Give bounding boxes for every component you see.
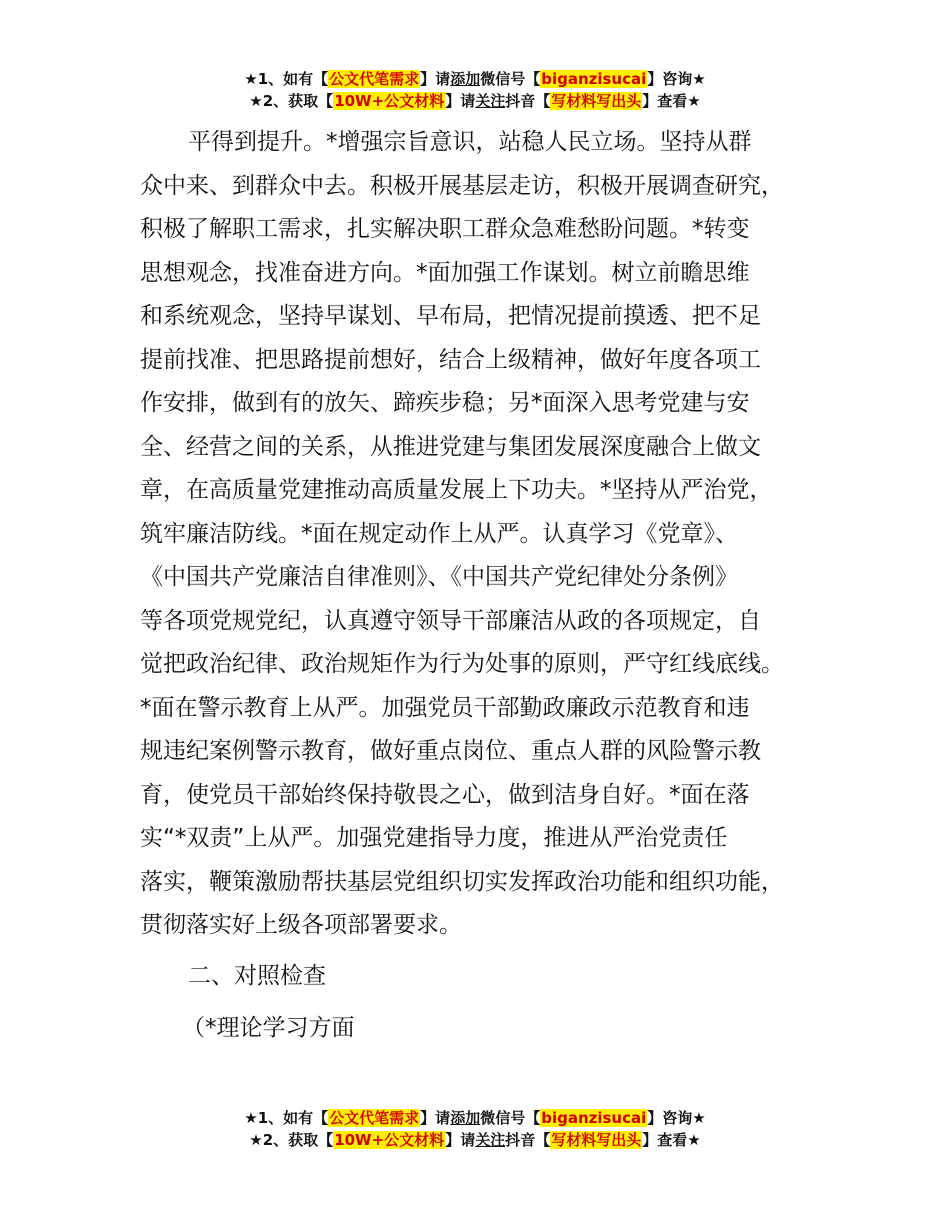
banner-text: ★1、如有【 [244,70,329,88]
banner-line-2 [0,1129,950,1151]
banner-line-2 [0,90,950,112]
body-line: 和系统观念，坚持早谋划、早布局，把情况提前摸透、把不足 [140,303,761,329]
banner-text: ★2、获取【 [249,92,334,110]
body-line: 贯彻落实好上级各项部署要求。 [140,912,462,938]
banner-underlined-text: 关注 [475,92,506,110]
banner-text: 】咨询★ [647,1109,706,1127]
subsection-heading: （*理论学习方面 [182,1015,355,1041]
banner-highlight: 写材料写出头 [551,92,642,110]
banner-text: 】请 [445,92,476,110]
body-line: 等各项党规党纪，认真遵守领导干部廉洁从政的各项规定，自 [140,607,761,634]
body-line: 众中来、到群众中去。积极开展基层走访，积极开展调查研究， [140,172,784,199]
banner-highlight: biganzisucai [541,1109,647,1127]
banner-underlined-text: 关注 [475,1131,506,1149]
banner-text: ★1、如有【 [244,1109,329,1127]
banner-text: 抖音【 [505,92,551,110]
body-line: *面在警示教育上从严。加强党员干部勤政廉政示范教育和违 [140,694,750,721]
body-line: 思想观念，找准奋进方向。*面加强工作谋划。树立前瞻思维 [140,259,750,286]
banner-underlined-text: 添加 [450,1109,481,1127]
banner-highlight: 10W+公文材料 [334,1131,445,1149]
header-banner [0,68,950,112]
banner-line-1 [0,68,950,90]
body-line: 《中国共产党廉洁自律准则》、《中国共产党纪律处分条例》 [140,564,738,590]
banner-text: 】请 [445,1131,476,1149]
body-line: 筑牢廉洁防线。*面在规定动作上从严。认真学习《党章》、 [140,520,738,547]
body-line: 章，在高质量党建推动高质量发展上下功夫。*坚持从严治党， [140,477,773,503]
body-line: 规违纪案例警示教育，做好重点岗位、重点人群的风险警示教 [140,738,761,764]
banner-text: 微信号【 [480,70,541,88]
banner-highlight: 公文代笔需求 [329,1109,420,1127]
body-line: 作安排，做到有的放矢、蹄疾步稳；另*面深入思考党建与安 [140,390,750,416]
banner-line-1 [0,1107,950,1129]
banner-highlight: biganzisucai [541,70,647,88]
banner-text: 微信号【 [480,1109,541,1127]
body-line: 觉把政治纪律、政治规矩作为行为处事的原则，严守红线底线。 [140,651,784,677]
document-body [140,121,840,948]
banner-text: ★2、获取【 [249,1131,334,1149]
banner-highlight: 写材料写出头 [551,1131,642,1149]
body-line: 全、经营之间的关系，从推进党建与集团发展深度融合上做文 [140,433,761,460]
banner-text: 】查看★ [642,92,701,110]
banner-text: 】查看★ [642,1131,701,1149]
body-line: 积极了解职工需求，扎实解决职工群众急难愁盼问题。*转变 [140,216,750,242]
body-line: 提前找准、把思路提前想好，结合上级精神，做好年度各项工 [140,346,761,373]
section-heading: 二、对照检查 [188,963,326,989]
banner-highlight: 10W+公文材料 [334,92,445,110]
footer-banner [0,1107,950,1151]
banner-underlined-text: 添加 [450,70,481,88]
banner-text: 】请 [420,1109,451,1127]
banner-highlight: 公文代笔需求 [329,70,420,88]
body-line: 平得到提升。*增强宗旨意识，站稳人民立场。坚持从群 [188,129,752,155]
banner-text: 抖音【 [505,1131,551,1149]
banner-text: 】请 [420,70,451,88]
body-line: 育，使党员干部始终保持敬畏之心，做到洁身自好。*面在落 [140,781,750,808]
body-line: 落实，鞭策激励帮扶基层党组织切实发挥政治功能和组织功能， [140,868,784,895]
body-line: 实“*双责”上从严。加强党建指导力度，推进从严治党责任 [140,825,728,851]
banner-text: 】咨询★ [647,70,706,88]
